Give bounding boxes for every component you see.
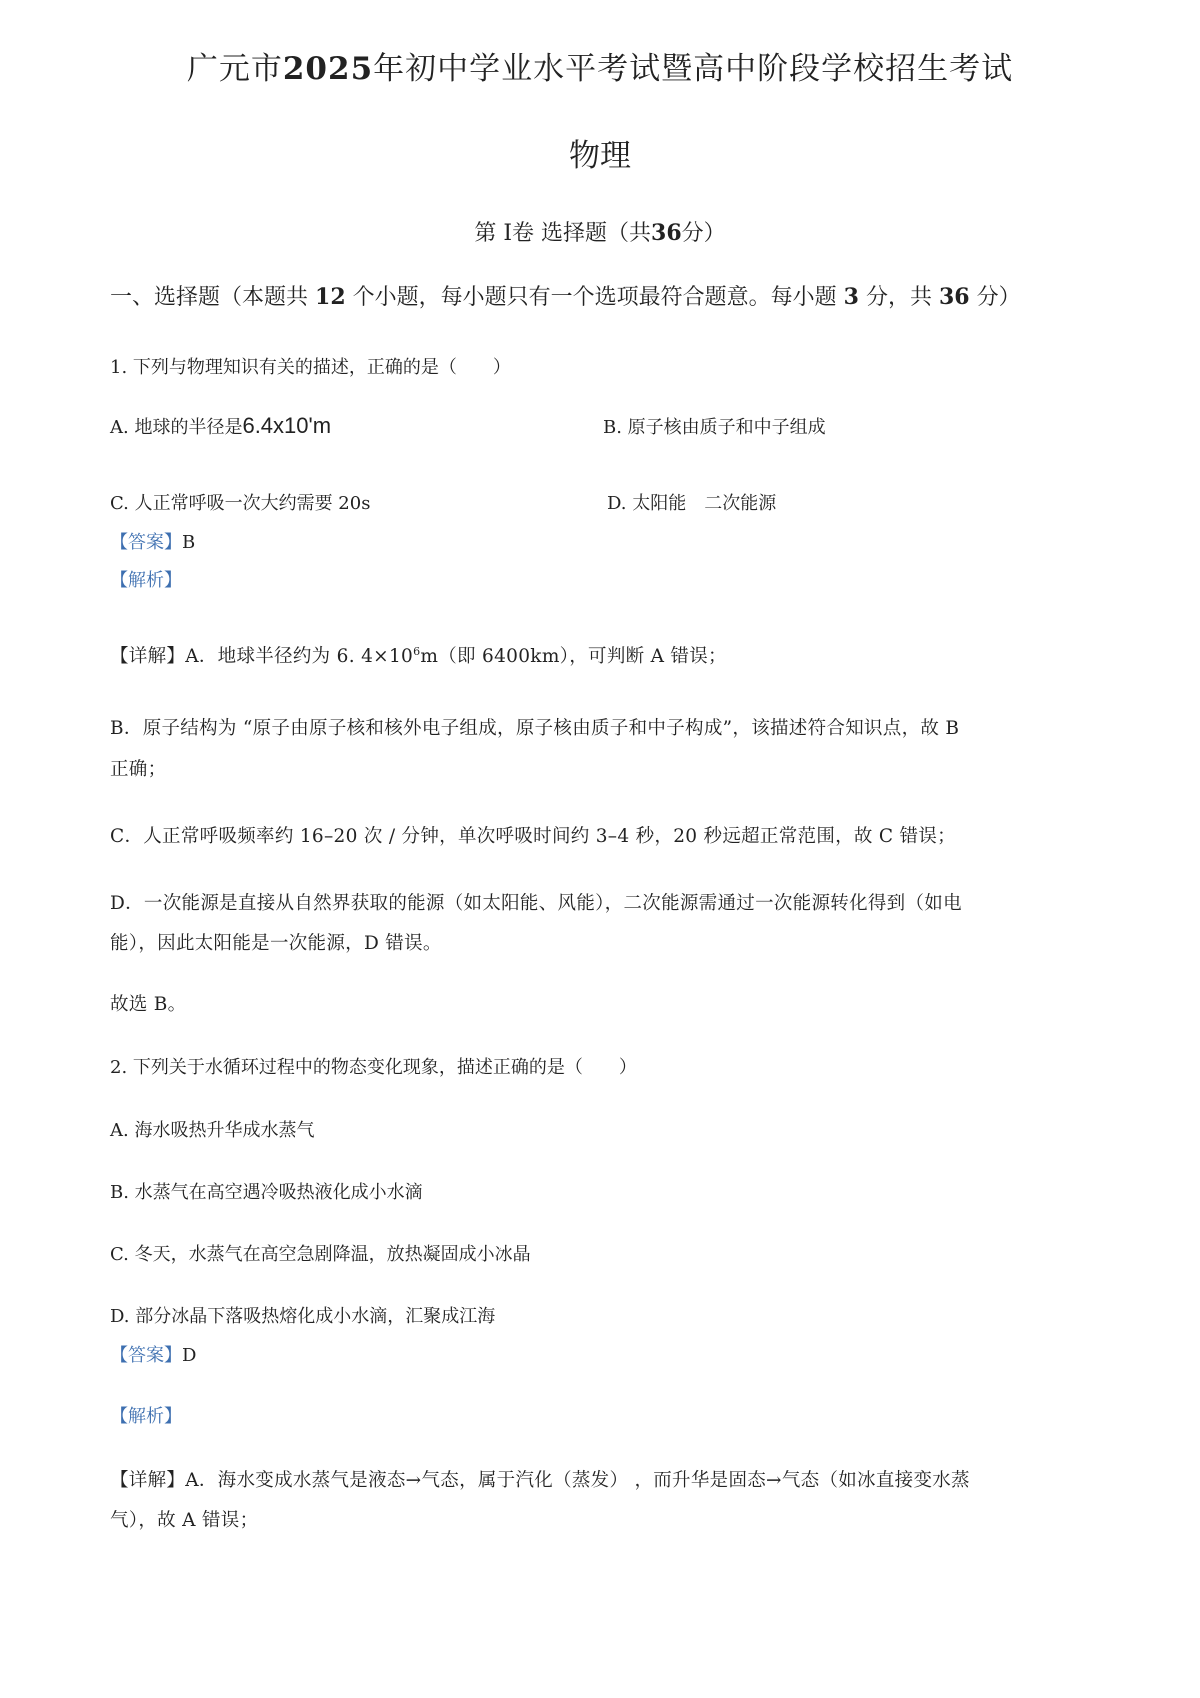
q1-detail-d-line2: 能），因此太阳能是一次能源，D 错误。 (110, 933, 442, 954)
q1-option-c: C. 人正常呼吸一次大约需要 20s (110, 493, 371, 514)
q2-detail-a-line1: 【详解】A．海水变成水蒸气是液态→气态，属于汽化（蒸发） ，而升华是固态→气态（如冰直接变水蒸 (110, 1470, 970, 1491)
q2-detail-a-line2: 气），故 A 错误； (110, 1510, 259, 1531)
q2-option-c: C. 冬天，水蒸气在高空急剧降温，放热凝固成小冰晶 (110, 1244, 531, 1265)
exam-title: 广元市2025年初中学业水平考试暨高中阶段学校招生考试 (186, 51, 1014, 87)
q1-detail-c: C．人正常呼吸频率约 16–20 次 / 分钟，单次呼吸时间约 3–4 秒，20 秒远超正常范围，故 C 错误； (110, 826, 956, 847)
section-heading: 一、选择题（本题共 12 个小题，每小题只有一个选项最符合题意。每小题 3 分，共 36 分） (110, 284, 1021, 310)
volume-heading: 第 Ⅰ卷 选择题（共36分） (474, 220, 726, 246)
q1-option-d: D. 太阳能 二次能源 (607, 493, 777, 514)
q1-detail-b-line2: 正确； (110, 759, 167, 780)
q2-analysis-tag: 【解析】 (110, 1406, 182, 1427)
q1-detail-d-line1: D．一次能源是直接从自然界获取的能源（如太阳能、风能），二次能源需通过一次能源转化得到（如电 (110, 893, 962, 914)
q1-option-b: B. 原子核由质子和中子组成 (603, 417, 826, 438)
q1-detail-b-line1: B．原子结构为 “原子由原子核和核外电子组成，原子核由质子和中子构成”，该描述符合知识点，故 B (110, 718, 960, 739)
q1-conclusion: 故选 B。 (110, 994, 187, 1015)
q2-option-a: A. 海水吸热升华成水蒸气 (110, 1120, 315, 1141)
q1-answer: 【答案】B (110, 532, 196, 553)
q1-detail-a: 【详解】A．地球半径约为 6. $4\times 10^6m$（即 6400km），可判断 A 错误； (110, 644, 727, 667)
q2-option-d: D. 部分冰晶下落吸热熔化成小水滴，汇聚成江海 (110, 1306, 496, 1327)
q1-option-a-value: 6.4x10'm (242, 413, 332, 438)
q1-stem: 1. 下列与物理知识有关的描述，正确的是（ ） (110, 357, 511, 378)
q1-analysis-tag: 【解析】 (110, 570, 182, 591)
q2-answer: 【答案】D (110, 1345, 197, 1366)
q2-stem: 2. 下列关于水循环过程中的物态变化现象，描述正确的是（ ） (110, 1057, 637, 1078)
q2-option-b: B. 水蒸气在高空遇冷吸热液化成小水滴 (110, 1182, 423, 1203)
q1-option-a: A. 地球的半径是6.4x10'm (110, 413, 332, 438)
subject-title: 物理 (569, 138, 631, 174)
